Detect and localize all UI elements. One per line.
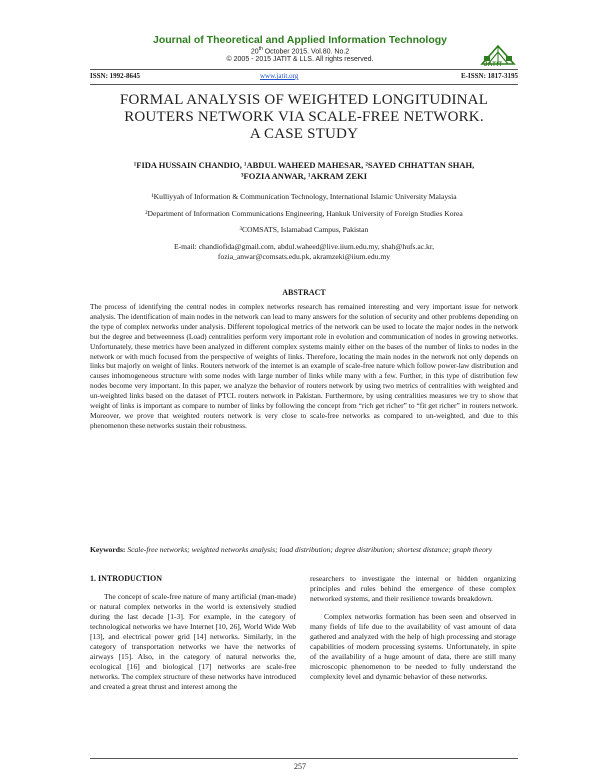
paragraph: The concept of scale-free nature of many artificial (man-made) or natural complex networks in the world is extensively studied during the last decade [1-3]. For example, in the category of technological networks we have Internet [10, 26], World Wide Web [13], and electrical power grid [14] networks. Similarly, in the category of transportation networks we have the networks of airways [15]. Also, in the category of natural networks the, ecological [16] and biological [17] networks are scale-free networks. The complex structure of these networks have introduced and created a great thrust and interest among the xyxy=(90,591,296,691)
paragraph: researchers to investigate the internal or hidden organizing principles and rules behind the emergence of these complex networked systems, and their resilience towards breakdown. xyxy=(310,574,516,603)
issn-electronic: E-ISSN: 1817-3195 xyxy=(461,72,518,80)
affiliation-3: ³COMSATS, Islamabad Campus, Pakistan xyxy=(239,225,369,234)
issn-bar xyxy=(90,70,518,84)
section-heading-introduction: 1. INTRODUCTION xyxy=(90,574,163,583)
keywords-label: Keywords: xyxy=(90,545,126,554)
header-divider-bottom xyxy=(90,84,518,85)
journal-title: Journal of Theoretical and Applied Information Technology xyxy=(152,34,447,46)
abstract-heading: ABSTRACT xyxy=(282,288,326,297)
keywords xyxy=(90,545,518,555)
header-divider xyxy=(90,69,518,70)
body-column-left xyxy=(90,574,296,699)
paper-title: FORMAL ANALYSIS OF WEIGHTED LONGITUDINAL ROUTERS NETWORK VIA SCALE-FREE NETWORK. A CASE STUDY xyxy=(119,92,489,142)
author-emails: E-mail: chandiofida@gmail.com, abdul.waheed@live.iium.edu.my, shah@hufs.ac.kr, fozia_anwar@comsats.edu.pk, akramzeki@iium.edu.my xyxy=(174,242,434,261)
paragraph: Complex networks formation has been seen and observed in many fields of life due to the availability of vast amount of data gathered and analyzed with the help of high processing and storage capabilities of modern processing systems. Unfortunately, in spite of the availability of a huge amount of data, there are still many microscopic phenomenon to be needed to fully understand the complexity level and dynamic behavior of these networks. xyxy=(310,611,516,681)
abstract-body: The process of identifying the central nodes in complex networks research has remained interesting and very important issue for network analysis. The identification of main nodes in the network can lead to many answers for the solution of security and other problems depending on the type of complex networks under analysis. Different topological metrics of the network can be used to locate the major nodes in the network but the degree and betweenness (Load) centralities perform very important role in evolution and communication of nodes in growing networks. Unfortunately, these metrics have been analyzed in different complex systems mainly either on the bases of the number of links to nodes in the network or with much focused from the perspective of weights of links. Therefore, locating the main nodes in the network not only depends on links but majorly on weight of links. Routers network of the internet is an example of scale-free nature which follow power-law distribution and causes inhomogeneous structure with some nodes with large number of links while many with a few. Further, in this type of distribution few nodes become very important. In this paper, we analyze the behavior of routers network by using two metrics of centralities with weighted and un-weighted links based on the dataset of PTCL routers network in Pakistan. Furthermore, by using centralities measures we try to show that weight of links is important as compare to number of links by following the concept from “rich get richer” to “fit get richer” in routers network. Moreover, we prove that weighted routers network is very close to scale-free networks as compared to un-weighted, and due to this phenomenon these networks sustain their robustness. xyxy=(90,302,518,430)
logo-wordmark: JATIT xyxy=(484,62,503,68)
copyright-notice: © 2005 - 2015 JATIT & LLS. All rights reserved. xyxy=(226,56,374,63)
keywords-text: Scale-free networks; weighted networks analysis; load distribution; degree distribution; shortest distance; graph theory xyxy=(127,545,493,554)
journal-website-link[interactable]: www.jatit.org xyxy=(260,72,299,80)
affiliation-2: ²Department of Information Communications Engineering, Hankuk University of Foreign Studies Korea xyxy=(145,209,463,218)
footer-divider xyxy=(90,758,518,759)
body-column-right xyxy=(310,574,516,690)
journal-issue-date: 20th October 2015. Vol.80. No.2 xyxy=(250,46,350,56)
page-number: 257 xyxy=(294,762,306,771)
author-list: ¹FIDA HUSSAIN CHANDIO, ¹ABDUL WAHEED MAHESAR, ²SAYED CHHATTAN SHAH, ³FOZIA ANWAR, ¹AKRAM ZEKI xyxy=(133,160,475,181)
affiliation-1: ¹Kulliyyah of Information & Communication Technology, International Islamic University Malaysia xyxy=(151,192,457,201)
issn-print: ISSN: 1992-8645 xyxy=(90,72,140,80)
